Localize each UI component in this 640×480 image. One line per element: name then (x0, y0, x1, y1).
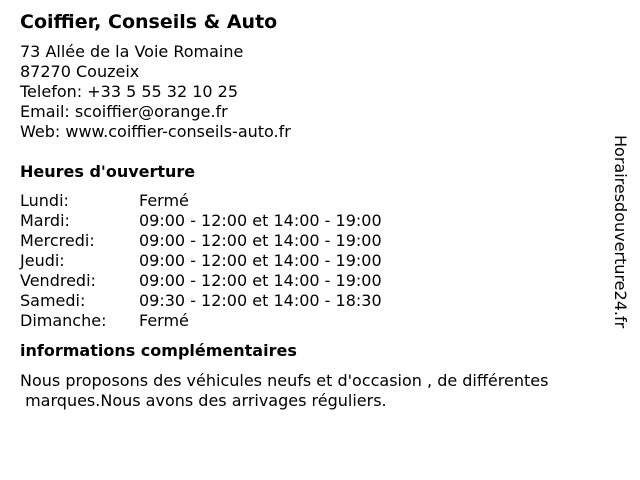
day-label: Mercredi: (20, 231, 95, 250)
business-name: Coiffier, Conseils & Auto (20, 11, 278, 33)
web-text: Web: www.coiffier-conseils-auto.fr (20, 122, 291, 141)
hours-table (20, 191, 382, 331)
day-label: Dimanche: (20, 311, 107, 330)
hours-row (20, 191, 382, 211)
email-text: Email: scoiffier@orange.fr (20, 102, 228, 121)
hours-value: 09:00 - 12:00 et 14:00 - 19:00 (139, 231, 382, 250)
address-street: 73 Allée de la Voie Romaine (20, 42, 244, 61)
hours-value: Fermé (139, 311, 189, 330)
hours-row (20, 211, 382, 231)
business-card (20, 10, 610, 411)
hours-row (20, 311, 382, 331)
hours-row (20, 251, 382, 271)
hours-value: 09:30 - 12:00 et 14:00 - 18:30 (139, 291, 382, 310)
info-heading: informations complémentaires (20, 341, 297, 360)
hours-value: 09:00 - 12:00 et 14:00 - 19:00 (139, 211, 382, 230)
day-label: Lundi: (20, 191, 69, 210)
hours-value: Fermé (139, 191, 189, 210)
day-label: Vendredi: (20, 271, 96, 290)
day-label: Jeudi: (20, 251, 65, 270)
hours-row (20, 291, 382, 311)
hours-value: 09:00 - 12:00 et 14:00 - 19:00 (139, 271, 382, 290)
address-city: 87270 Couzeix (20, 62, 140, 81)
brand-watermark: Horairesdouverture24.fr (611, 135, 630, 329)
contact-block (20, 42, 610, 142)
hours-row (20, 271, 382, 291)
day-label: Samedi: (20, 291, 86, 310)
hours-row (20, 231, 382, 251)
hours-value: 09:00 - 12:00 et 14:00 - 19:00 (139, 251, 382, 270)
hours-heading: Heures d'ouverture (20, 162, 196, 181)
phone-text: Telefon: +33 5 55 32 10 25 (20, 82, 239, 101)
day-label: Mardi: (20, 211, 70, 230)
info-text: Nous proposons des véhicules neufs et d'occasion , de différentes marques.Nous avons des arrivages réguliers. (20, 371, 549, 410)
